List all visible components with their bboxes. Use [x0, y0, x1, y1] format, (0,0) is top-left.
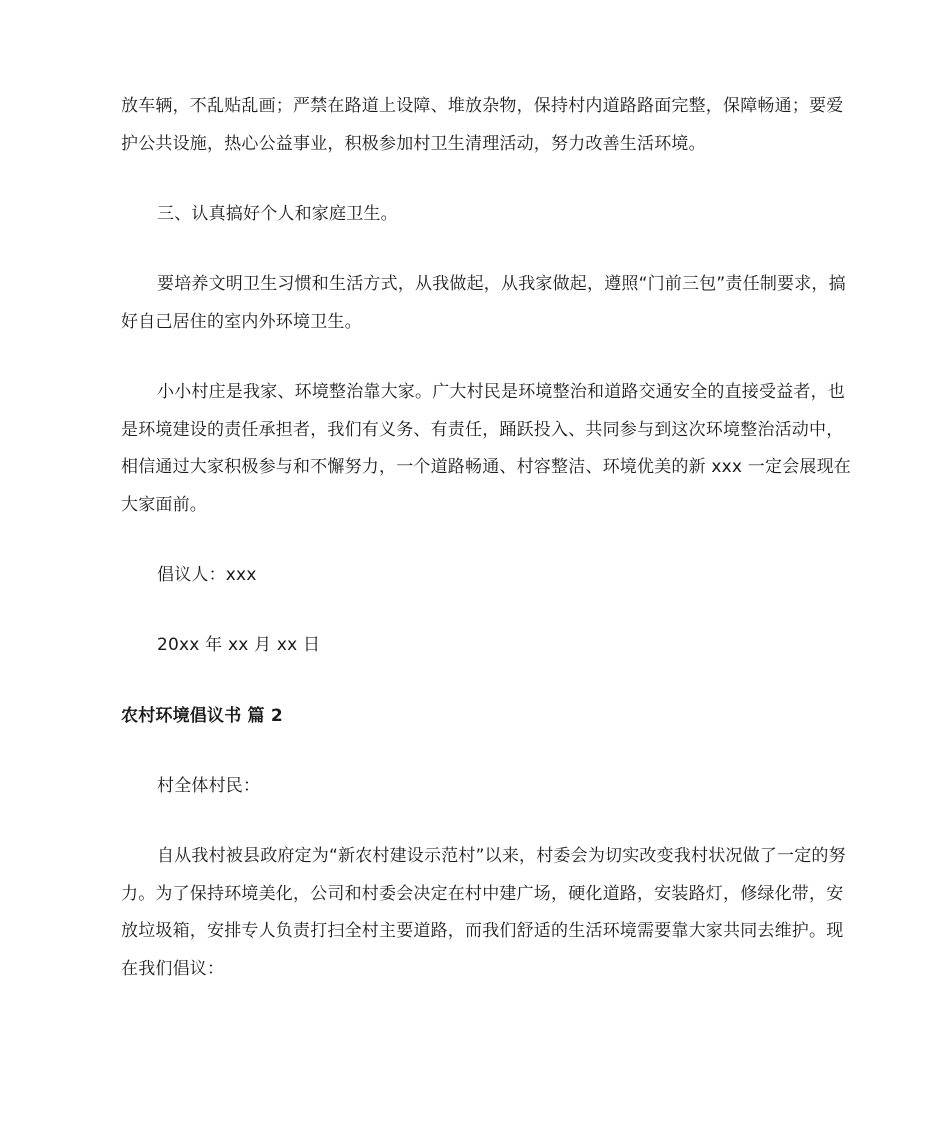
section-three-heading: 三、认真搞好个人和家庭卫生。 [157, 204, 398, 224]
salutation: 村全体村民： [157, 776, 261, 796]
paragraph-continued: 放车辆，不乱贴乱画；严禁在路道上设障、堆放杂物，保持村内道路路面完整，保障畅通；要爱护公共设施，热心公益事业，积极参加村卫生清理活动，努力改善生活环境。 [121, 96, 844, 154]
paragraph-hygiene-habits: 要培养文明卫生习惯和生活方式，从我做起，从我家做起，遵照“门前三包”责任制要求，搞好自己居住的室内外环境卫生。 [121, 274, 846, 332]
paragraph-village: 小小村庄是我家、环境整治靠大家。广大村民是环境整治和道路交通安全的直接受益者，也是环境建设的责任承担者，我们有义务、有责任，踊跃投入、共同参与到这次环境整治活动中，相信通过大家积极参与和不懈努力，一个道路畅通、村容整洁、环境优美的新 xxx 一定会展现在大家面前。 [121, 382, 851, 515]
paragraph-intro: 自从我村被县政府定为“新农村建设示范村”以来，村委会为切实改变我村状况做了一定的努力。为了保持环境美化，公司和村委会决定在村中建广场，硬化道路，安装路灯，修绿化带，安放垃圾箱，安排专人负责打扫全村主要道路，而我们舒适的生活环境需要靠大家共同去维护。现在我们倡议： [121, 846, 846, 979]
initiator-line: 倡议人：xxx [157, 565, 257, 585]
date-line: 20xx 年 xx 月 xx 日 [157, 635, 321, 655]
section-heading-2: 农村环境倡议书 篇 2 [121, 706, 283, 726]
